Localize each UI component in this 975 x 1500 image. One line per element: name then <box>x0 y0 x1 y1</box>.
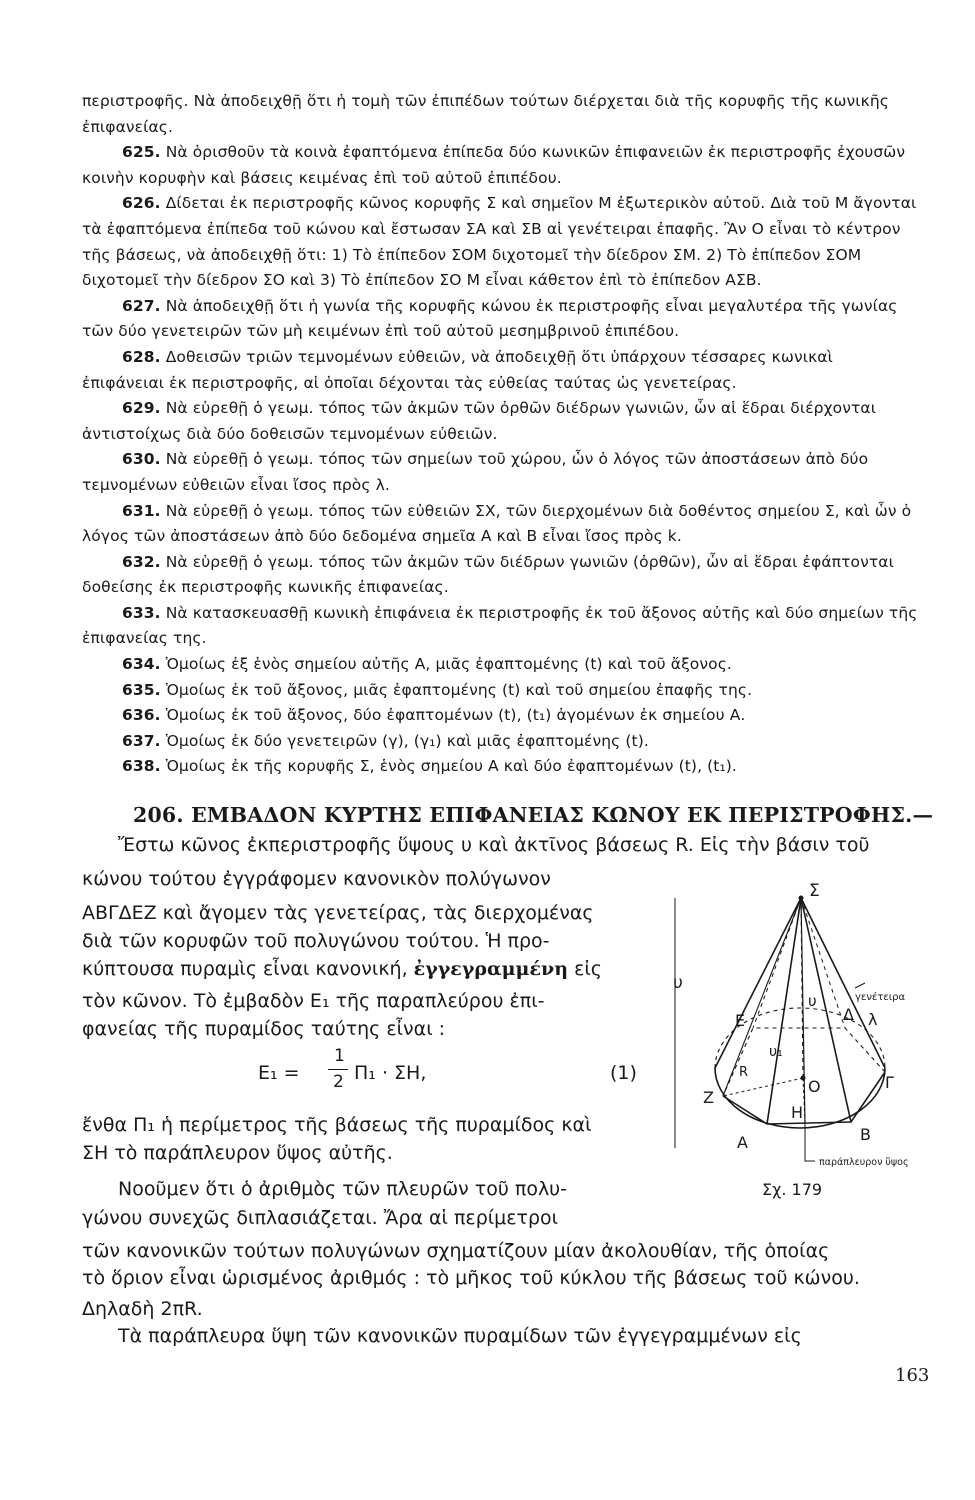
body-line-13: τὸ ὅριον εἶναι ὡρισμένος ἀριθμός : τὸ μῆκος τοῦ κύκλου τῆς βάσεως τοῦ κώνου. <box>82 1267 860 1289</box>
exercise-638: 638. Ὁμοίως ἐκ τῆς κορυφῆς Σ, ἑνὸς σημείου Α καὶ δύο ἐφαπτομένων (t), (t₁). <box>122 757 737 776</box>
exercise-list <box>82 89 920 780</box>
exercise-629: 629. Νὰ εὑρεθῇ ὁ γεωμ. τόπος τῶν ἀκμῶν τῶν ὀρθῶν διέδρων γωνιῶν, ὧν αἱ ἕδραι διέρχονται ἀντιστοίχως διὰ δύο δοθεισῶν τεμνομένων εὐθειῶν. <box>82 399 877 443</box>
body-line-10: Νοοῦμεν ὅτι ὁ ἀριθμὸς τῶν πλευρῶν τοῦ πολυ- <box>118 1178 568 1200</box>
formula-numerator: 1 <box>334 1046 345 1066</box>
body-line-3: ΑΒΓΔΕΖ καὶ ἄγομεν τὰς γενετείρας, τὰς διερχομένας <box>82 902 594 924</box>
figure-caption: Σχ. 179 <box>762 1180 823 1199</box>
exercise-637: 637. Ὁμοίως ἐκ δύο γενετειρῶν (γ), (γ₁) καὶ μιᾶς ἐφαπτομένης (t). <box>122 731 649 750</box>
label-O: Ο <box>808 1077 821 1096</box>
cone-right-generator <box>801 898 885 1068</box>
body-line-5-text: κύπτουσα πυραμὶς εἶναι κανονική, <box>82 958 408 980</box>
label-E: Ε <box>735 1011 746 1030</box>
section-heading: 206. ΕΜΒΑΔΟΝ ΚΥΡΤΗΣ ΕΠΙΦΑΝΕΙΑΣ ΚΩΝΟΥ ΕΚ ΠΕΡΙΣΤΡΟΦΗΣ.— <box>133 803 934 827</box>
page-number: 163 <box>895 1365 930 1386</box>
body-line-1: Ἔστω κῶνος ἐκπεριστροφῆς ὕψους υ καὶ ἀκτῖνος βάσεως R. Εἰς τὴν βάσιν τοῦ <box>118 834 870 856</box>
body-line-11: γώνου συνεχῶς διπλασιάζεται. Ἄρα αἱ περίμετροι <box>82 1207 559 1229</box>
cone-figure <box>665 878 945 1208</box>
formula-tag: (1) <box>610 1062 637 1084</box>
formula-denominator: 2 <box>333 1072 344 1092</box>
body-line-4: διὰ τῶν κορυφῶν τοῦ πολυγώνου τούτου. Ἡ προ- <box>82 930 550 952</box>
center-point <box>801 1076 806 1081</box>
body-line-12: τῶν κανονικῶν τούτων πολυγώνων σχηματίζουν μίαν ἀκολουθίαν, τῆς ὁποίας <box>82 1240 830 1262</box>
label-H: Η <box>791 1103 804 1122</box>
exercise-633: 633. Νὰ κατασκευασθῇ κωνικὴ ἐπιφάνεια ἐκ περιστροφῆς ἐκ τοῦ ἄξονος αὐτῆς καὶ δύο σημείων τῆς ἐπιφανείας της. <box>82 603 918 648</box>
inscribed-term: ἐγγεγραμμένη <box>413 958 569 980</box>
exercise-630: 630. Νὰ εὑρεθῇ ὁ γεωμ. τόπος τῶν σημείων τοῦ χώρου, ὧν ὁ λόγος τῶν ἀποστάσεων ἀπὸ δύο τεμνομένων εὐθειῶν εἶναι ἴσος πρὸς λ. <box>82 450 869 494</box>
label-D: Δ <box>843 1005 854 1024</box>
label-lambda: λ <box>868 1010 878 1029</box>
slant-height-SH <box>801 898 805 1123</box>
generator-annotation-leader <box>855 983 865 988</box>
body-line-5 <box>82 956 602 982</box>
label-generatrix: γενέτειρα <box>855 992 906 1003</box>
exercise-626: 626. Δίδεται ἐκ περιστροφῆς κῶνος κορυφῆς Σ καὶ σημεῖον Μ ἐξωτερικὸν αὐτοῦ. Διὰ τοῦ Μ ἄγονται τὰ ἐφαπτόμενα ἐπίπεδα τοῦ κώνου καὶ ἔστωσαν ΣΑ καὶ ΣΒ αἱ γενέτειραι ἐπαφῆς. Ἂν Ο εἶναι τὸ κέντρον τῆς βάσεως, νὰ ἀποδειχθῇ ὅτι: 1) Τὸ ἐπίπεδον ΣΟΜ διχοτομεῖ τὴν δίεδρον ΣΜ. 2) Τὸ ἐπίπεδον ΣΟΜ διχοτομεῖ τὴν δίεδρον ΣΟ καὶ 3) Τὸ ἐπίπεδον ΣΟ Μ εἶναι κάθετον ἐπὶ τὸ ἐπίπεδον ΑΣΒ. <box>82 194 917 290</box>
body-line-6: τὸν κῶνον. Τὸ ἐμβαδὸν Ε₁ τῆς παραπλεύρου ἐπι- <box>82 990 545 1012</box>
body-line-9: ΣΗ τὸ παράπλευρον ὕψος αὐτῆς. <box>82 1142 393 1164</box>
label-A: Α <box>737 1133 748 1152</box>
body-line-7: φανείας τῆς πυραμίδος ταύτης εἶναι : <box>82 1018 446 1040</box>
body-line-8: ἔνθα Π₁ ἡ περίμετρος τῆς βάσεως τῆς πυραμίδος καὶ <box>82 1114 592 1136</box>
generator-Z <box>723 898 801 1096</box>
label-Z: Ζ <box>703 1088 714 1107</box>
label-R: R <box>739 1065 749 1080</box>
body-line-2: κώνου τούτου ἐγγράφομεν κανονικὸν πολύγωνον <box>82 868 551 890</box>
exercise-636: 636. Ὁμοίως ἐκ τοῦ ἄξονος, δύο ἐφαπτομένων (t), (t₁) ἀγομένων ἐκ σημείου Α. <box>122 706 746 725</box>
exercise-635: 635. Ὁμοίως ἐκ τοῦ ἄξονος, μιᾶς ἐφαπτομένης (t) καὶ τοῦ σημείου ἐπαφῆς της. <box>122 680 753 699</box>
label-slant-height: παράπλευρον ὕψος <box>819 1157 909 1168</box>
exercise-625: 625. Νὰ ὁρισθοῦν τὰ κοινὰ ἐφαπτόμενα ἐπίπεδα δύο κωνικῶν ἐπιφανειῶν ἐκ περιστροφῆς ἐχουσῶν κοινὴν κορυφὴν καὶ βάσεις κειμένας ἐπὶ τοῦ αὐτοῦ ἐπιπέδου. <box>82 143 906 187</box>
body-line-5-end: εἰς <box>574 958 602 980</box>
exercise-632: 632. Νὰ εὑρεθῇ ὁ γεωμ. τόπος τῶν ἀκμῶν τῶν διέδρων γωνιῶν (ὀρθῶν), ὧν αἱ ἕδραι ἐφάπτονται δοθείσης ἐκ περιστροφῆς κωνικῆς ἐπιφανείας. <box>82 552 894 597</box>
label-u1: υ₁ <box>769 1044 783 1060</box>
label-height-u: υ <box>673 973 683 993</box>
slant-annotation-leader <box>805 1123 815 1161</box>
exercise-continuation: περιστροφῆς. Νὰ ἀποδειχθῇ ὅτι ἡ τομὴ τῶν ἐπιπέδων τούτων διέρχεται διὰ τῆς κορυφῆς τῆς κωνικῆς ἐπιφανείας. <box>82 92 889 136</box>
label-u-inner: υ <box>808 992 817 1010</box>
exercise-627: 627. Νὰ ἀποδειχθῇ ὅτι ἡ γωνία τῆς κορυφῆς κώνου ἐκ περιστροφῆς εἶναι μεγαλυτέρα τῆς γωνίας τῶν δύο γενετειρῶν τῶν μὴ κειμένων ἐπὶ τοῦ αὐτοῦ μεσημβρινοῦ ἐπιπέδου. <box>82 296 898 341</box>
formula-rhs: Π₁ · ΣΗ, <box>354 1062 427 1084</box>
exercise-631: 631. Νὰ εὑρεθῇ ὁ γεωμ. τόπος τῶν εὐθειῶν ΣΧ, τῶν διερχομένων διὰ δοθέντος σημείου Σ, καὶ ὧν ὁ λόγος τῶν ἀποστάσεων ἀπὸ δύο δεδομένα σημεῖα Α καὶ Β εἶναι ἴσος πρὸς k. <box>82 501 912 546</box>
fraction-bar <box>328 1069 348 1070</box>
label-sigma: Σ <box>809 881 820 901</box>
exercise-634: 634. Ὁμοίως ἐξ ἑνὸς σημείου αὐτῆς Α, μιᾶς ἐφαπτομένης (t) καὶ τοῦ ἄξονος. <box>122 655 732 674</box>
label-G: Γ <box>885 1073 894 1092</box>
body-line-14: Δηλαδὴ 2πR. <box>82 1298 203 1320</box>
apex-point <box>799 896 804 901</box>
exercise-628: 628. Δοθεισῶν τριῶν τεμνομένων εὐθειῶν, νὰ ἀποδειχθῇ ὅτι ὑπάρχουν τέσσαρες κωνικαὶ ἐπιφάνειαι ἐκ περιστροφῆς, αἱ ὁποῖαι δέχονται τὰς εὐθείας ταύτας ὡς γενετείρας. <box>82 347 833 392</box>
body-line-15: Τὰ παράπλευρα ὕψη τῶν κανονικῶν πυραμίδων τῶν ἐγγεγραμμένων εἰς <box>118 1325 802 1347</box>
formula-1 <box>258 1048 658 1098</box>
formula-lhs: Ε₁ = <box>258 1062 300 1084</box>
label-B: Β <box>860 1125 871 1144</box>
radius-R <box>723 1078 803 1096</box>
